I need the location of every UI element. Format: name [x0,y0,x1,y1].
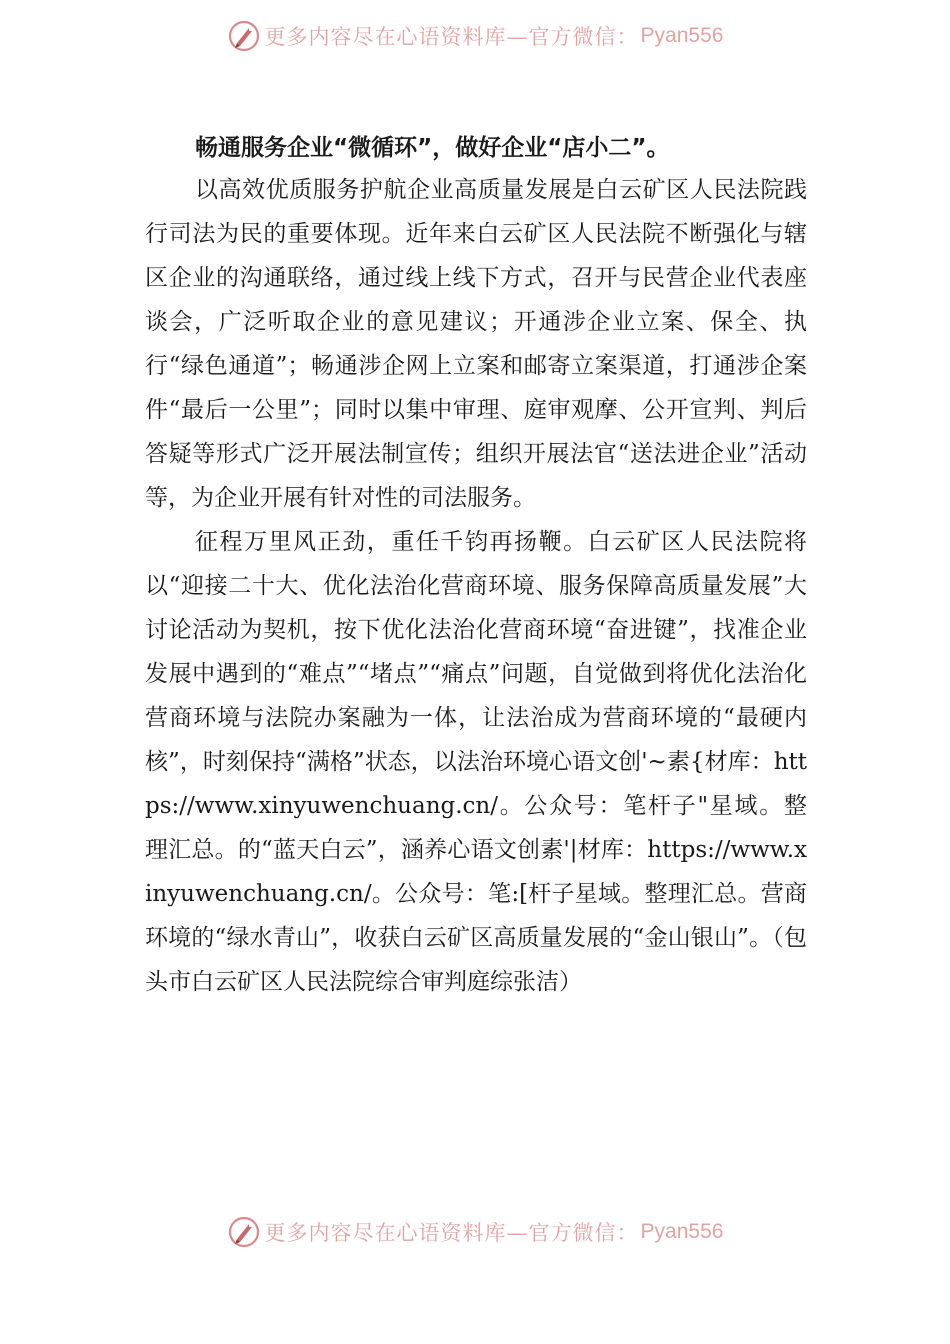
banner-text: 更多内容尽在心语资料库—官方微信： [264,25,639,49]
banner-text: 更多内容尽在心语资料库—官方微信： [264,1221,639,1245]
article-paragraph: 征程万里风正劲，重任千钧再扬鞭。白云矿区人民法院将以“迎接二十大、优化法治化营商环境、服务保障高质量发展”大讨论活动为契机，按下优化法治化营商环境“奋进键”，找准企业发展中遇到的“难点”“堵点”“痛点”问题，自觉做到将优化法治化营商环境与法院办案融为一体，让法治成为营商环境的“最硬内核”，时刻保持“满格”状态，以法治环境心语文创'~素{材库：https://www.xinyuwenchuang.cn/。公众号：笔杆子"星域。整理汇总。的“蓝天白云”，涵养心语文创素'|材库：https://www.xinyuwenchuang.cn/。公众号：笔:[杆子星域。整理汇总。营商环境的“绿水青山”，收获白云矿区高质量发展的“金山银山”。（包头市白云矿区人民法院综合审判庭综张洁） [145,529,807,995]
banner-wechat-id: Pyan556 [640,1220,724,1243]
article-paragraph: 以高效优质服务护航企业高质量发展是白云矿区人民法院践行司法为民的重要体现。近年来白云矿区人民法院不断强化与辖区企业的沟通联络，通过线上线下方式，召开与民营企业代表座谈会，广泛听取企业的意见建议；开通涉企业立案、保全、执行“绿色通道”；畅通涉企网上立案和邮寄立案渠道，打通涉企案件“最后一公里”；同时以集中审理、庭审观摩、公开宣判、判后答疑等形式广泛开展法制宣传；组织开展法官“送法进企业”活动等，为企业开展有针对性的司法服务。 [145,177,807,511]
pen-logo-icon [227,1215,261,1249]
banner-wechat-id: Pyan556 [640,24,724,47]
article-heading: 畅通服务企业“微循环”，做好企业“店小二”。 [195,135,670,161]
article [145,128,807,1004]
pen-logo-icon [227,19,261,53]
header-banner [0,16,950,56]
footer-banner [0,1212,950,1252]
